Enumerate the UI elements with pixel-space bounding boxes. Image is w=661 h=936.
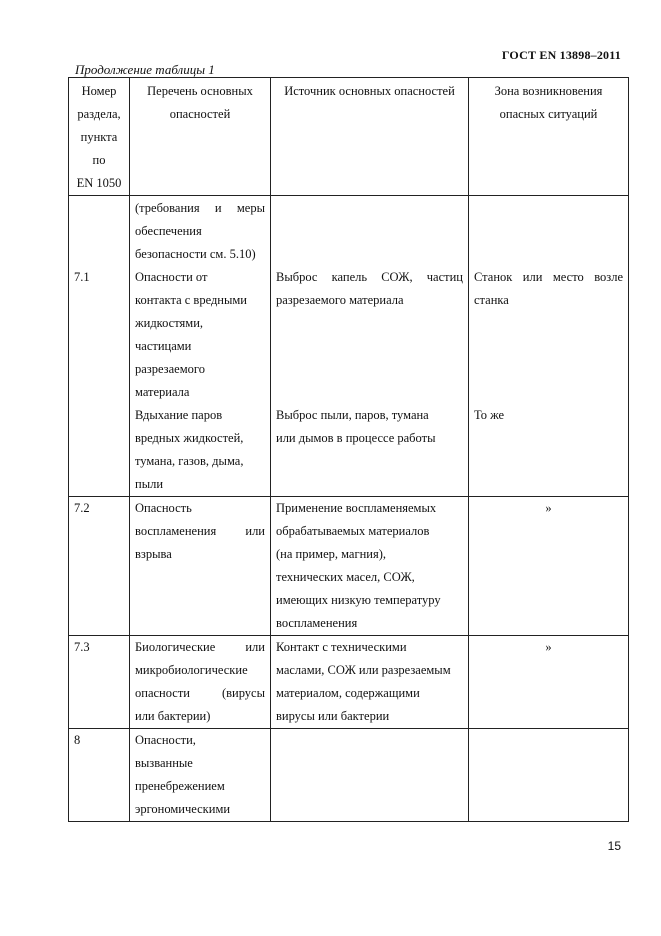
cell-text: Опасности от: [135, 270, 208, 284]
header-section-number: [69, 78, 130, 196]
row-number-8: 8: [74, 733, 81, 747]
cell-source: [271, 636, 469, 729]
cell-text: воспламенения или: [135, 524, 265, 538]
cell-text: имеющих низкую температуру: [276, 593, 441, 607]
cell-hazard: [130, 196, 271, 497]
cell-text: взрыва: [135, 547, 172, 561]
header-hazard-list: [130, 78, 271, 196]
cell-text: эргономическими: [135, 802, 231, 816]
cell-text: частицами: [135, 339, 192, 353]
table-continuation-caption: Продолжение таблицы 1: [75, 62, 215, 77]
cell-number: [69, 636, 130, 729]
row-number-7-1: 7.1: [74, 270, 90, 284]
header-text: опасных ситуаций: [499, 107, 598, 121]
header-text: EN 1050: [76, 176, 122, 190]
cell-text: материалом, содержащими: [276, 686, 420, 700]
hazards-table: [68, 77, 629, 822]
table-row: [69, 497, 629, 636]
cell-number: [69, 729, 130, 822]
cell-text: разрезаемого: [135, 362, 205, 376]
cell-text: пренебрежением: [135, 779, 225, 793]
cell-text: Применение воспламеняемых: [276, 501, 437, 515]
cell-text: материала: [135, 385, 190, 399]
table-row: [69, 196, 629, 497]
cell-hazard: [130, 729, 271, 822]
cell-hazard: [130, 636, 271, 729]
cell-text: Выброс капель СОЖ, частиц: [276, 270, 463, 284]
cell-text: микробиологические: [135, 663, 248, 677]
cell-text: То же: [474, 408, 505, 422]
table-row: [69, 636, 629, 729]
cell-text: Опасности,: [135, 733, 196, 747]
cell-text: Станок или место возле: [474, 270, 623, 284]
header-text: Источник основных опасностей: [284, 84, 455, 98]
ditto-mark: »: [545, 640, 552, 654]
header-hazard-zone: [469, 78, 629, 196]
cell-text: контакта с вредными: [135, 293, 247, 307]
cell-text: вызванные: [135, 756, 193, 770]
cell-text: вирусы или бактерии: [276, 709, 390, 723]
cell-text: вредных жидкостей,: [135, 431, 244, 445]
cell-text: (требования и меры: [135, 201, 265, 215]
cell-number: [69, 196, 130, 497]
header-text: опасностей: [169, 107, 231, 121]
cell-text: обеспечения: [135, 224, 202, 238]
page-number: 15: [607, 839, 621, 853]
header-text: раздела,: [77, 107, 121, 121]
cell-text: станка: [474, 293, 509, 307]
cell-text: технических масел, СОЖ,: [276, 570, 415, 584]
cell-zone: [469, 196, 629, 497]
cell-zone: [469, 729, 629, 822]
cell-text: Выброс пыли, паров, тумана: [276, 408, 429, 422]
cell-text: безопасности см. 5.10): [135, 247, 256, 261]
cell-text: или бактерии): [135, 709, 211, 723]
cell-text: Опасность: [135, 501, 192, 515]
cell-number: [69, 497, 130, 636]
cell-text: маслами, СОЖ или разрезаемым: [276, 663, 451, 677]
row-number-7-3: 7.3: [74, 640, 90, 654]
cell-text: опасности (вирусы: [135, 686, 265, 700]
header-hazard-source: [271, 78, 469, 196]
cell-text: или дымов в процессе работы: [276, 431, 436, 445]
cell-text: пыли: [135, 477, 164, 491]
cell-text: тумана, газов, дыма,: [135, 454, 244, 468]
cell-hazard: [130, 497, 271, 636]
cell-source: [271, 729, 469, 822]
cell-text: жидкостями,: [135, 316, 204, 330]
cell-text: Контакт с техническими: [276, 640, 407, 654]
ditto-mark: »: [545, 501, 552, 515]
table-row: [69, 729, 629, 822]
cell-source: [271, 196, 469, 497]
header-text: по: [92, 153, 106, 167]
header-text: Перечень основных: [147, 84, 253, 98]
cell-zone: [469, 636, 629, 729]
cell-text: обрабатываемых материалов: [276, 524, 430, 538]
cell-text: Биологические или: [135, 640, 265, 654]
cell-text: Вдыхание паров: [135, 408, 223, 422]
cell-text: разрезаемого материала: [276, 293, 404, 307]
table-header-row: [69, 78, 629, 196]
header-text: Зона возникновения: [494, 84, 603, 98]
cell-source: [271, 497, 469, 636]
cell-text: воспламенения: [276, 616, 358, 630]
cell-text: (на пример, магния),: [276, 547, 387, 561]
header-text: Номер: [81, 84, 117, 98]
header-text: пункта: [80, 130, 118, 144]
document-id: ГОСТ EN 13898–2011: [501, 48, 621, 62]
row-number-7-2: 7.2: [74, 501, 90, 515]
cell-zone: [469, 497, 629, 636]
